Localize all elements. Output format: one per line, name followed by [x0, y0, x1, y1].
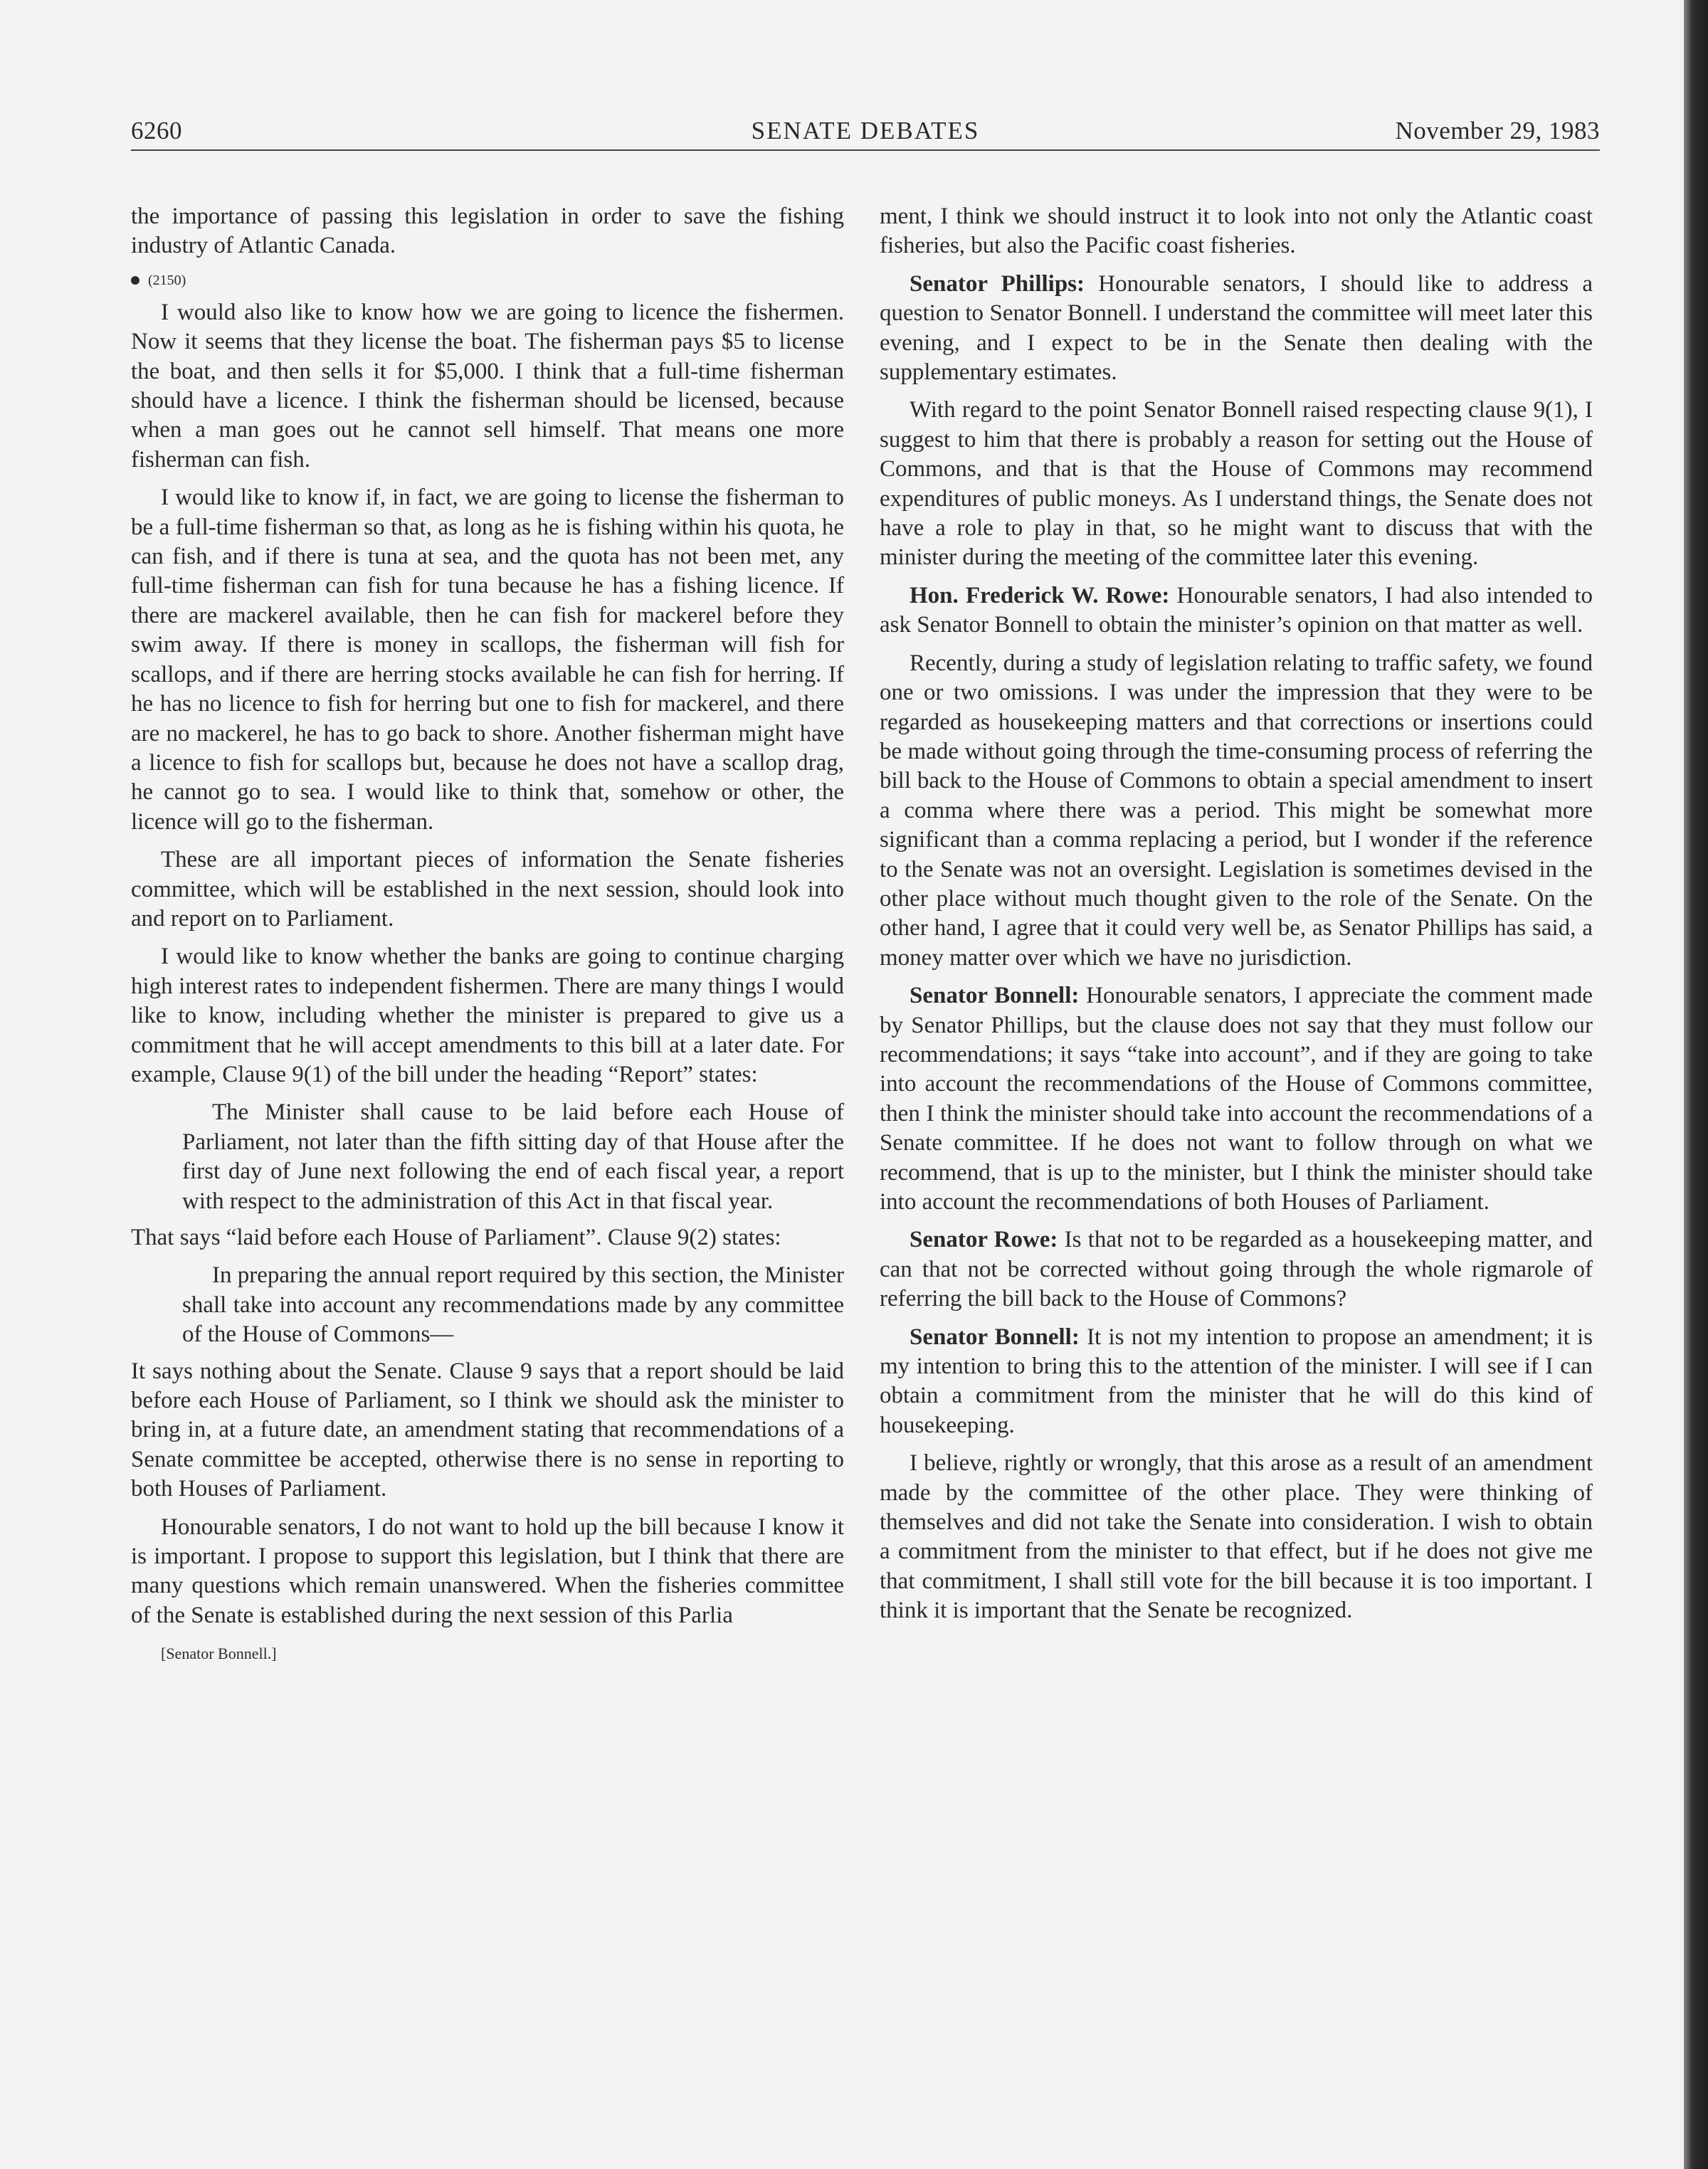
speaker-footnote: [Senator Bonnell.] — [161, 1645, 277, 1663]
paragraph: ment, I think we should instruct it to look into not only the Atlantic coast fisheries, but also the Pacific coast fisheries. — [880, 204, 1593, 259]
paragraph: Recently, during a study of legislation relating to traffic safety, we found one or two omissions. I was under the impression that they were to be regarded as housekeeping matters and that corrections or insertions could be made without going through the time-consuming process of referring the bill back to the House of Commons to obtain a special amendment to insert a comma where there was a period. This might be somewhat more significant than a comma replacing a period, but I wonder if the reference to the Senate was not an oversight. Legislation is sometimes devised in the other place without much thought given to the role of the Senate. On the other hand, I agree that it could very well be, as Senator Phillips has said, a money matter over which we have no jurisdiction. — [880, 650, 1593, 971]
paragraph: the importance of passing this legislation in order to save the fishing industry of Atlantic Canada. — [131, 204, 844, 259]
block-quote: The Minister shall cause to be laid before each House of Parliament, not later than the fifth sitting day of that House after the first day of June next following the end of each fiscal year, a report with respect to the administration of this Act in that fiscal year. — [182, 1099, 844, 1214]
header-rule — [131, 149, 1600, 151]
right-column — [880, 202, 1593, 1635]
speech-text: Honourable senators, I appreciate the comment made by Senator Phillips, but the clause does not say that they must follow our recommendations; it says “take into account”, and if they are going to take into account the recommendations of the House of Commons committee, then I think the minister should take into account the recommendations of a Senate committee. If he does not want to follow through on what we recommend, that is up to the minister, but I think the minister should take into account the recommendations of both Houses of Parliament. — [880, 983, 1593, 1215]
time-marker-label: (2150) — [148, 272, 186, 288]
paragraph: These are all important pieces of information the Senate fisheries committee, which will be established in the next session, should look into and report on to Parliament. — [131, 847, 844, 932]
block-quote: In preparing the annual report required by this section, the Minister shall take into account any recommendations made by any committee of the House of Commons— — [182, 1262, 844, 1348]
speaker-name: Senator Bonnell: — [910, 983, 1080, 1009]
speech-text: Honourable senators, I had also intended to ask Senator Bonnell to obtain the minister’s opinion on that matter as well. — [880, 582, 1593, 638]
paragraph: Honourable senators, I do not want to hold up the bill because I know it is important. I propose to support this legislation, but I think that there are many questions which remain unanswered. When the fisheries committee of the Senate is established during the next session of this Parlia — [131, 1514, 844, 1628]
time-marker — [131, 270, 844, 291]
sitting-date: November 29, 1983 — [1395, 117, 1600, 144]
paragraph: I would like to know if, in fact, we are going to license the fisherman to be a full-time fisherman so that, as long as he is fishing within his quota, he can fish, and if there is tuna at sea, and the quota has not been met, any full-time fisherman can fish for tuna because he has a fishing licence. If there are mackerel available, then he can fish for mackerel before they swim away. If there is money in scallops, the fisherman will fish for scallops, and if there are herring stocks available he can fish for herring. If he has no licence to fish for herring but one to fish for mackerel, and there are no mackerel, he has to go back to shore. Another fisherman might have a licence to fish for scallops but, because he does not have a scallop drag, he cannot go to sea. I would like to think that, somehow or other, the licence will go to the fisherman. — [131, 485, 844, 835]
bullet-icon — [131, 276, 139, 285]
speech-text: Is that not to be regarded as a housekeeping matter, and can that not be corrected without going through the whole rigmarole of referring the bill back to the House of Commons? — [880, 1227, 1593, 1312]
speech-text: It is not my intention to propose an amendment; it is my intention to bring this to the attention of the minister. I will see if I can obtain a commitment from the minister that he will do this kind of housekeeping. — [880, 1324, 1593, 1438]
speech-paragraph — [880, 981, 1593, 1217]
speaker-name: Senator Bonnell: — [910, 1324, 1080, 1350]
paragraph: That says “laid before each House of Parliament”. Clause 9(2) states: — [131, 1225, 781, 1250]
paragraph: I believe, rightly or wrongly, that this arose as a result of an amendment made by the committee of the other place. They were thinking of themselves and did not take the Senate into consideration. I wish to obtain a commitment from the minister to that effect, but if he does not give me that commitment, I shall still vote for the bill because it is too important. I think it is important that the Senate be recognized. — [880, 1450, 1593, 1624]
publication-title: SENATE DEBATES — [751, 117, 980, 144]
speech-paragraph — [880, 1323, 1593, 1441]
left-column — [131, 202, 844, 1677]
speech-paragraph — [880, 1225, 1593, 1314]
speech-text: Honourable senators, I should like to address a question to Senator Bonnell. I understand the committee will meet later this evening, and I expect to be in the Senate then dealing with the supplementary estimates. — [880, 270, 1593, 386]
paragraph: With regard to the point Senator Bonnell raised respecting clause 9(1), I suggest to him that there is probably a reason for setting out the House of Commons, and that is that the House of Commons may recommend expenditures of public moneys. As I understand things, the Senate does not have a role to play in that, so he might want to discuss that with the minister during the meeting of the committee later this evening. — [880, 397, 1593, 571]
paragraph: I would like to know whether the banks are going to continue charging high interest rates to independent fishermen. There are many things I would like to know, including whether the minister is prepared to give us a commitment that he will accept amendments to this bill at a later date. For example, Clause 9(1) of the bill under the heading “Report” states: — [131, 944, 844, 1087]
paragraph: I would also like to know how we are going to licence the fishermen. Now it seems that they license the boat. The fisherman pays $5 to license the boat, and then sells it for $5,000. I think that a full-time fisherman should have a licence. I think the fisherman should be licensed, because when a man goes out he cannot sell himself. That means one more fisherman can fish. — [131, 299, 844, 473]
speaker-name: Senator Phillips: — [910, 270, 1085, 297]
paragraph: It says nothing about the Senate. Clause 9 says that a report should be laid before each House of Parliament, so I think we should ask the minister to bring in, at a future date, an amendment stating that recommendations of a Senate committee be accepted, otherwise there is no sense in reporting to both Houses of Parliament. — [131, 1358, 844, 1502]
page-binding-edge — [1684, 0, 1708, 2169]
speech-paragraph — [880, 270, 1593, 388]
speaker-name: Hon. Frederick W. Rowe: — [910, 582, 1170, 608]
page-header — [131, 114, 1600, 151]
speaker-name: Senator Rowe: — [910, 1227, 1058, 1253]
speech-paragraph — [880, 581, 1593, 640]
page-number: 6260 — [131, 117, 182, 144]
